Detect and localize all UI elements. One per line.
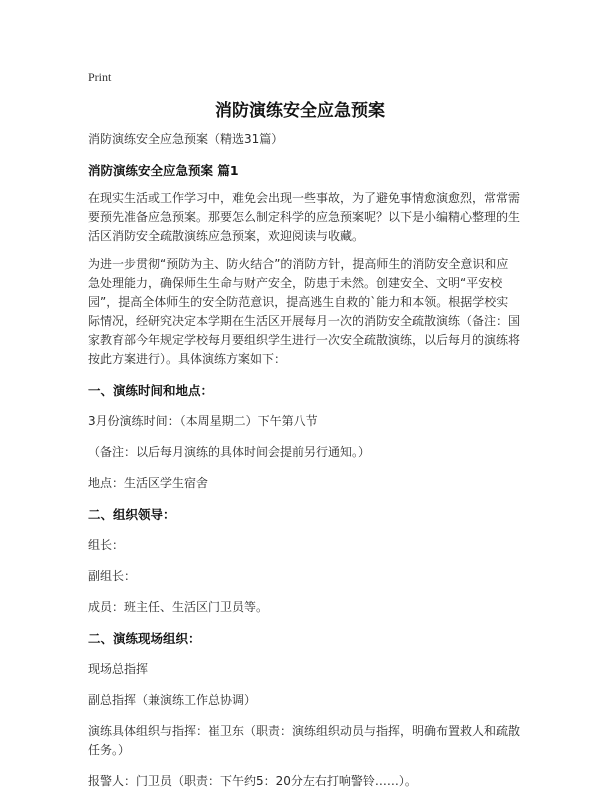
page-title: 消防演练安全应急预案 xyxy=(215,101,385,121)
site-commander: 现场总指挥 xyxy=(88,662,149,676)
intro-paragraph: 在现实生活或工作学习中，难免会出现一些事故，为了避免事情愈演愈烈，常常需要预先准备应急预案。那要怎么制定科学的应急预案呢？以下是小编精心整理的生活区消防安全疏散演练应急预案，欢迎阅读与收藏。 xyxy=(88,191,521,243)
drill-time-note: （备注：以后每月演练的具体时间会提前另行通知。） xyxy=(88,445,371,459)
vice-commander: 副总指挥（兼演练工作总协调） xyxy=(88,693,257,707)
heading-leadership: 二、组织领导： xyxy=(88,507,176,522)
document-subtitle: 消防演练安全应急预案（精选31篇） xyxy=(88,132,284,146)
drill-time: 3月份演练时间：（本周星期二）下午第八节 xyxy=(88,414,318,428)
drill-organizer: 演练具体组织与指挥：崔卫东（职责：演练组织动员与指挥，明确布置救人和疏散任务。） xyxy=(88,724,521,757)
alarm-person: 报警人：门卫员（职责：下午约5：20分左右打响警铃……）。 xyxy=(88,774,417,788)
print-label[interactable]: Print xyxy=(88,70,112,84)
vice-leader: 副组长： xyxy=(88,569,137,583)
section-heading: 消防演练安全应急预案 篇1 xyxy=(88,163,239,178)
drill-location: 地点：生活区学生宿舍 xyxy=(88,476,209,490)
document-body xyxy=(88,130,520,791)
heading-time-location: 一、演练时间和地点： xyxy=(88,383,214,398)
purpose-paragraph: 为进一步贯彻“预防为主、防火结合”的消防方针，提高师生的消防安全意识和应急处理能力，确保师生生命与财产安全，防患于未然。创建安全、文明“平安校园”，提高全体师生的安全防范意识，提高逃生自救的`能力和本领。根据学校实际情况，经研究决定本学期在生活区开展每月一次的消防安全疏散演练（备注：国家教育部今年规定学校每月要组织学生进行一次安全疏散演练，以后每月的演练将按此方案进行）。具体演练方案如下： xyxy=(88,257,521,366)
members: 成员：班主任、生活区门卫员等。 xyxy=(88,600,269,614)
heading-site-organization: 二、演练现场组织： xyxy=(88,631,201,646)
leader: 组长： xyxy=(88,538,125,552)
